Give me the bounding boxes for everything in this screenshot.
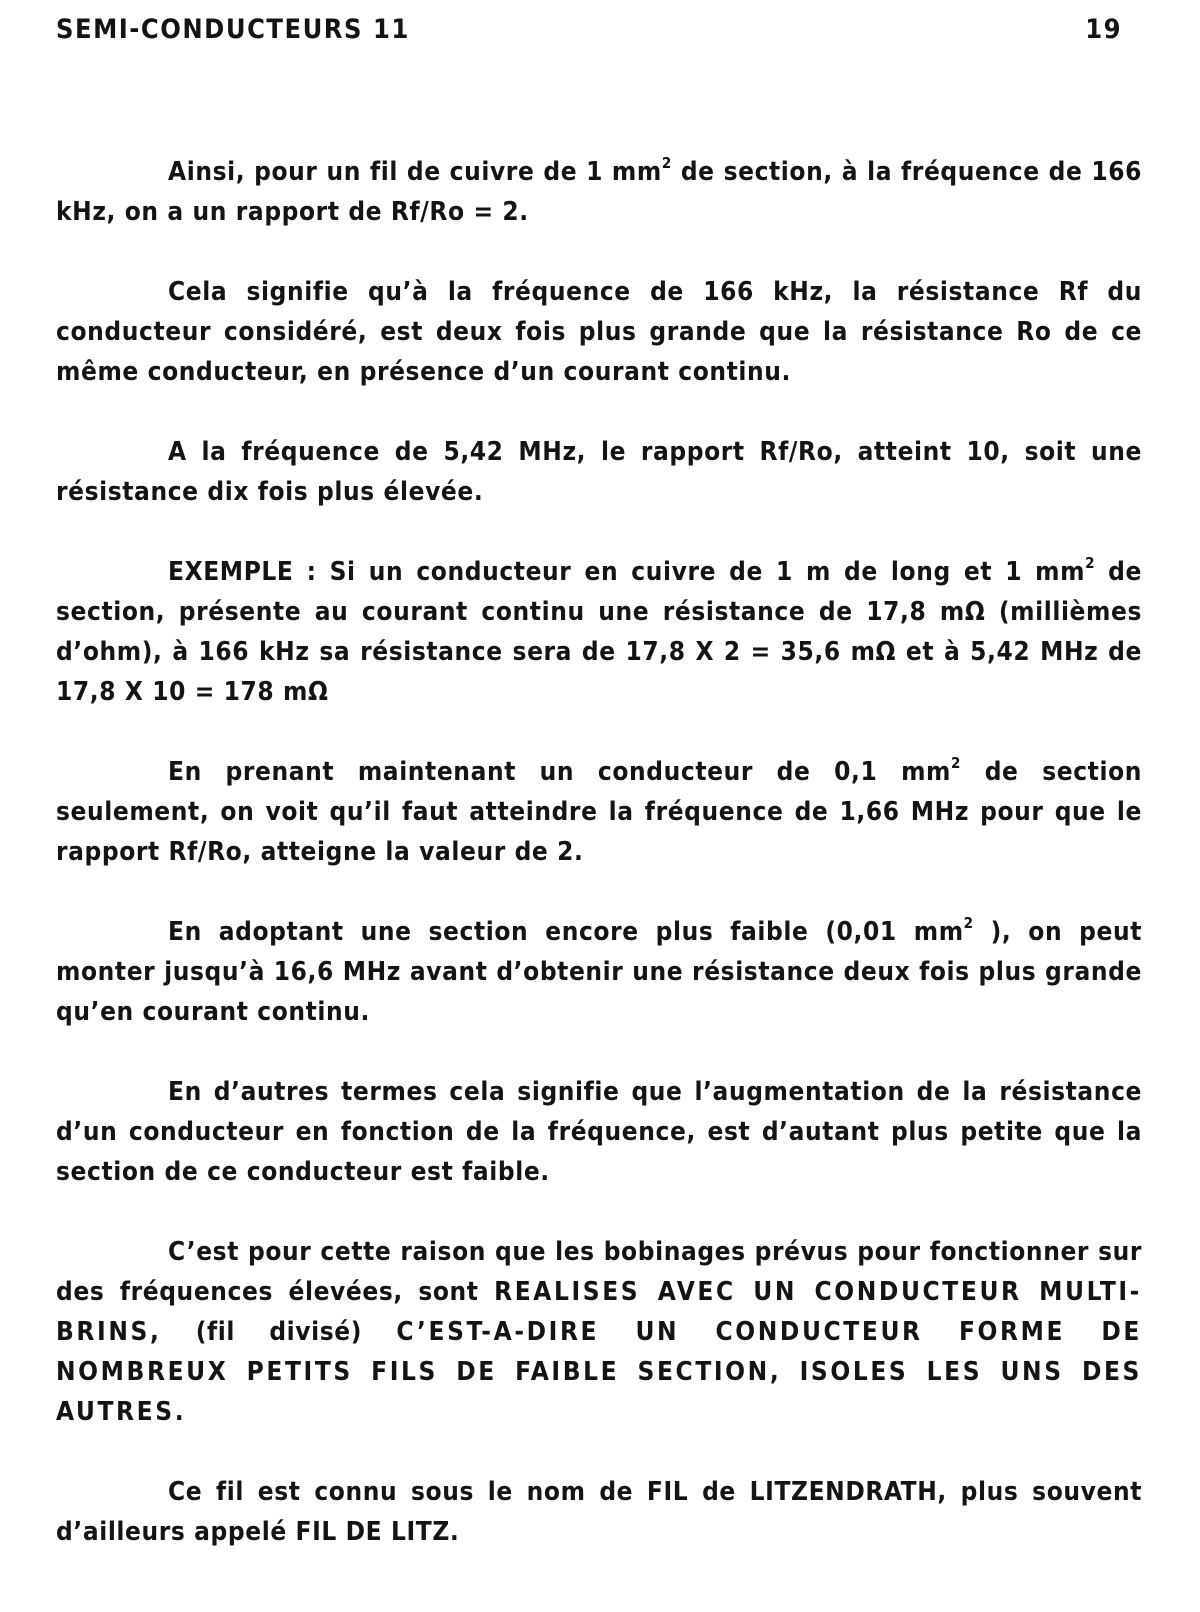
paragraph-0-1mm2: En prenant maintenant un conducteur de 0,1 $mm^2$ de section seulement, on voit qu’il faut atteindre la fréquence de 1,66 MHz pour que le rapport Rf/Ro, atteigne la valeur de 2. xyxy=(56,754,1142,867)
superscript-squared: 2 xyxy=(661,154,672,172)
running-header xyxy=(56,12,1122,46)
paragraph-0-01mm2: En adoptant une section encore plus faible (0,01 $mm^2$ ), on peut monter jusqu’à 16,6 MHz avant d’obtenir une résistance deux fois plus grande qu’en courant continu. xyxy=(56,914,1142,1027)
paragraph-multi-strand: C’est pour cette raison que les bobinages prévus pour fonctionner sur des fréquences élevées, sont REALISES AVEC UN CONDUCTEUR MULTI-BRINS, (fil divisé) C’EST-A-DIRE UN CONDUCTEUR FORME DE NOMBREUX PETITS FILS DE FAIBLE SECTION, ISOLES LES UNS DES AUTRES. xyxy=(56,1237,1142,1427)
paragraph-other-terms: En d’autres termes cela signifie que l’augmentation de la résistance d’un conducteur en fonction de la fréquence, est d’autant plus petite que la section de ce conducteur est faible. xyxy=(56,1077,1142,1187)
chapter-title: SEMI-CONDUCTEURS 11 xyxy=(56,13,410,45)
paragraph-copper-wire-ratio: Ainsi, pour un fil de cuivre de 1 $mm^2$ de section, à la fréquence de 166 kHz, on a un rapport de Rf/Ro = 2. xyxy=(56,154,1142,227)
paragraph-example: EXEMPLE : Si un conducteur en cuivre de 1 m de long et 1 $mm^2$ de section, présente au courant continu une résistance de 17,8 mΩ (millièmes d’ohm), à 166 kHz sa résistance sera de 17,8 X 2 = 35,6 mΩ et à 5,42 MHz de 17,8 X 10 = 178 mΩ xyxy=(56,554,1142,707)
page-number: 19 xyxy=(1085,13,1122,45)
paragraph-litz-wire: Ce fil est connu sous le nom de FIL de LITZENDRATH, plus souvent d’ailleurs appelé FIL DE LITZ. xyxy=(56,1477,1142,1547)
superscript-squared: 2 xyxy=(951,754,962,772)
body-text xyxy=(56,152,1142,1592)
paragraph-5-42mhz: A la fréquence de 5,42 MHz, le rapport Rf/Ro, atteint 10, soit une résistance dix fois plus élevée. xyxy=(56,437,1142,507)
superscript-squared: 2 xyxy=(1085,554,1096,572)
paragraph-meaning-166khz: Cela signifie qu’à la fréquence de 166 kHz, la résistance Rf du conducteur considéré, est deux fois plus grande que la résistance Ro de ce même conducteur, en présence d’un courant continu. xyxy=(56,277,1142,387)
superscript-squared: 2 xyxy=(963,914,974,932)
